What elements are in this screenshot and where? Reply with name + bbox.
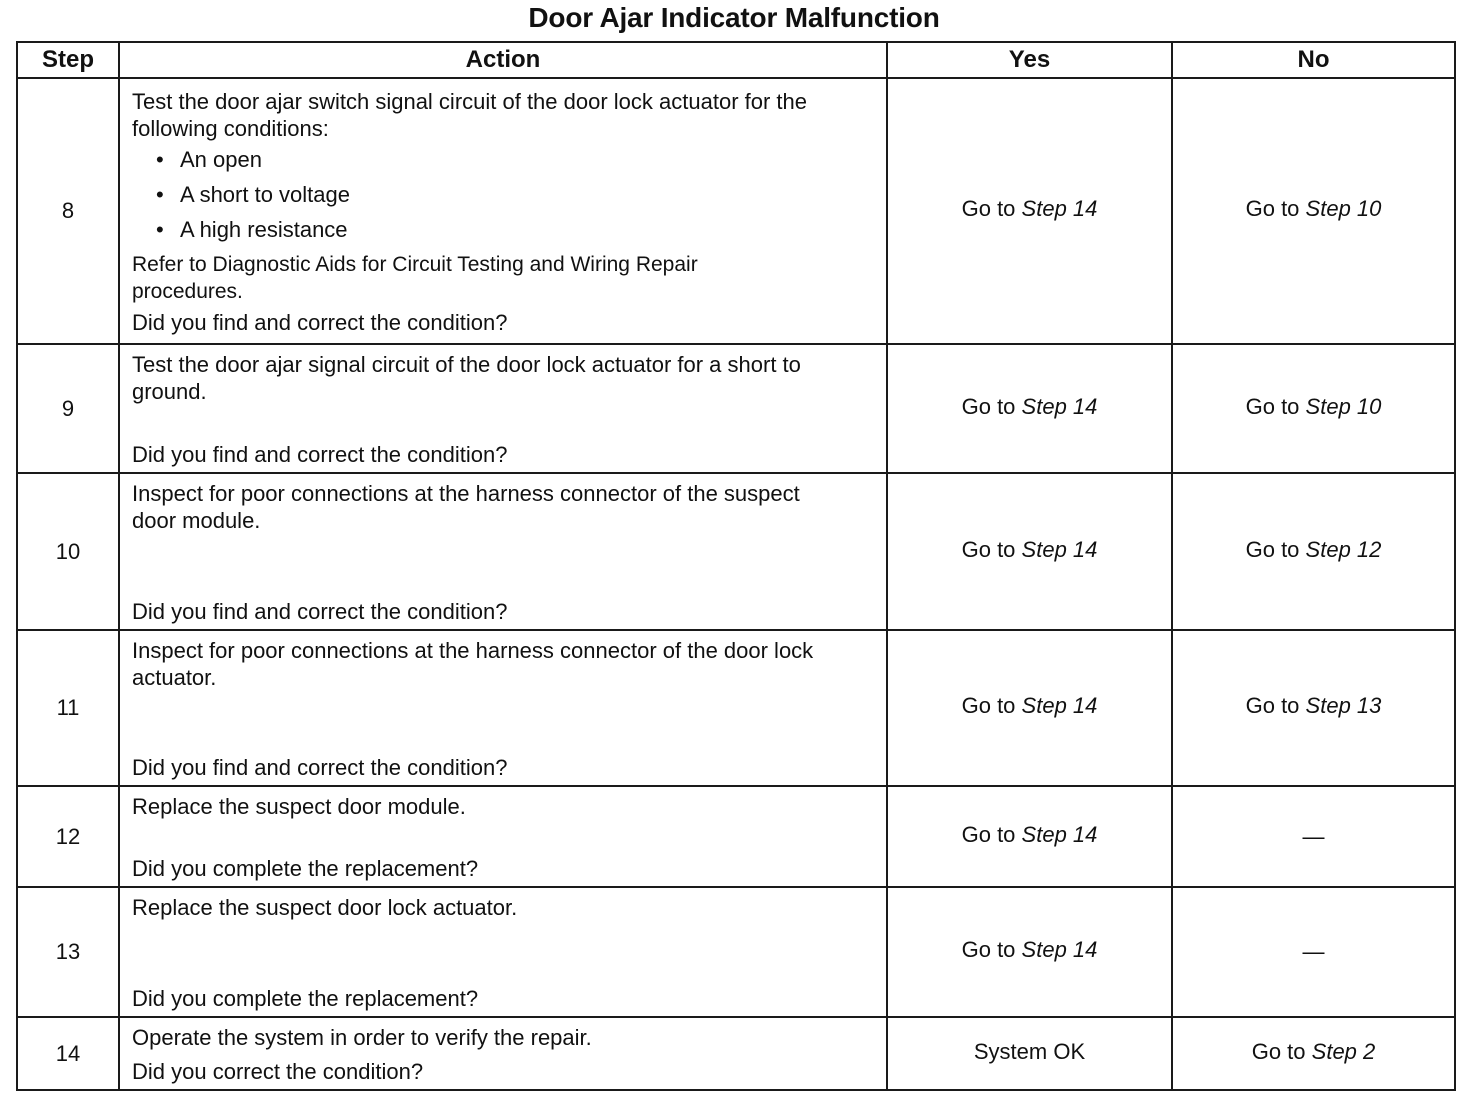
no-cell: Go to Step 2 [1172, 1017, 1455, 1090]
question-text: Did you find and correct the condition? [132, 310, 508, 335]
question-text: Did you complete the replacement? [132, 986, 479, 1011]
yes-step-link[interactable]: Step 14 [1021, 196, 1098, 221]
yes-cell: System OK [887, 1017, 1172, 1090]
yes-cell: Go to Step 14 [887, 887, 1172, 1017]
refer-text: Refer to Diagnostic Aids for Circuit Testing and Wiring Repair procedures. [132, 253, 698, 303]
page-title: Door Ajar Indicator Malfunction [528, 2, 940, 33]
table-row [17, 473, 1455, 630]
no-step-link[interactable]: Step 10 [1305, 196, 1382, 221]
header-step: Step [17, 42, 119, 78]
action-text: Test the door ajar switch signal circuit of the door lock actuator for the following conditions: [132, 89, 807, 141]
table-row [17, 1017, 1455, 1090]
list-item: • An open [156, 147, 262, 172]
action-cell [119, 344, 887, 473]
step-number: 13 [17, 887, 119, 1017]
yes-cell: Go to Step 14 [887, 344, 1172, 473]
table-row [17, 630, 1455, 786]
table-row [17, 887, 1455, 1017]
step-number: 9 [17, 344, 119, 473]
no-cell: Go to Step 10 [1172, 344, 1455, 473]
step-number: 8 [17, 78, 119, 344]
action-cell [119, 630, 887, 786]
yes-step-link[interactable]: Step 14 [1021, 536, 1098, 562]
question-text: Did you find and correct the condition? [132, 755, 508, 780]
no-step-link[interactable]: Step 13 [1305, 693, 1382, 718]
action-cell [119, 473, 887, 630]
yes-step-link[interactable]: Step 14 [1021, 937, 1098, 962]
yes-cell: Go to Step 14 [887, 78, 1172, 344]
step-number: 11 [17, 630, 119, 786]
no-cell: Go to Step 10 [1172, 78, 1455, 344]
bullet-icon: • [156, 182, 164, 207]
yes-step-link[interactable]: Step 14 [1021, 693, 1098, 718]
bullet-icon: • [156, 217, 164, 242]
diagnostic-table [16, 41, 1456, 1091]
action-text: Replace the suspect door module. [132, 794, 466, 819]
no-cell: Go to Step 12 [1172, 473, 1455, 630]
step-number: 10 [17, 473, 119, 630]
action-text: Operate the system in order to verify the repair. [132, 1025, 592, 1050]
no-cell: Go to Step 13 [1172, 630, 1455, 786]
yes-cell: Go to Step 14 [887, 630, 1172, 786]
yes-cell: Go to Step 14 [887, 473, 1172, 630]
header-yes: Yes [887, 42, 1172, 78]
action-cell [119, 1017, 887, 1090]
action-cell [119, 786, 887, 887]
action-cell [119, 887, 887, 1017]
no-cell: — [1172, 887, 1455, 1017]
action-text: Replace the suspect door lock actuator. [132, 895, 518, 920]
action-text: Test the door ajar signal circuit of the door lock actuator for a short to ground. [132, 352, 801, 404]
step-number: 14 [17, 1017, 119, 1090]
no-step-link[interactable]: Step 10 [1305, 393, 1382, 419]
condition-list [132, 146, 874, 243]
table-row [17, 78, 1455, 344]
action-text: Inspect for poor connections at the harness connector of the door lock actuator. [132, 638, 814, 690]
no-cell: — [1172, 786, 1455, 887]
yes-step-link[interactable]: Step 14 [1021, 821, 1098, 847]
action-cell [119, 78, 887, 344]
question-text: Did you find and correct the condition? [132, 599, 508, 624]
no-step-link[interactable]: Step 12 [1305, 536, 1382, 562]
no-step-link[interactable]: Step 2 [1311, 1038, 1376, 1064]
question-text: Did you find and correct the condition? [132, 442, 508, 467]
list-item: • A short to voltage [156, 182, 350, 207]
action-text: Inspect for poor connections at the harness connector of the suspect door module. [132, 481, 800, 533]
yes-cell: Go to Step 14 [887, 786, 1172, 887]
table-row [17, 344, 1455, 473]
table-row [17, 786, 1455, 887]
bullet-icon: • [156, 147, 164, 172]
header-action: Action [119, 42, 887, 78]
list-item: • A high resistance [156, 217, 348, 242]
step-number: 12 [17, 786, 119, 887]
header-row [17, 42, 1455, 78]
yes-step-link[interactable]: Step 14 [1021, 393, 1098, 419]
question-text: Did you correct the condition? [132, 1059, 424, 1084]
question-text: Did you complete the replacement? [132, 856, 479, 881]
header-no: No [1172, 42, 1455, 78]
